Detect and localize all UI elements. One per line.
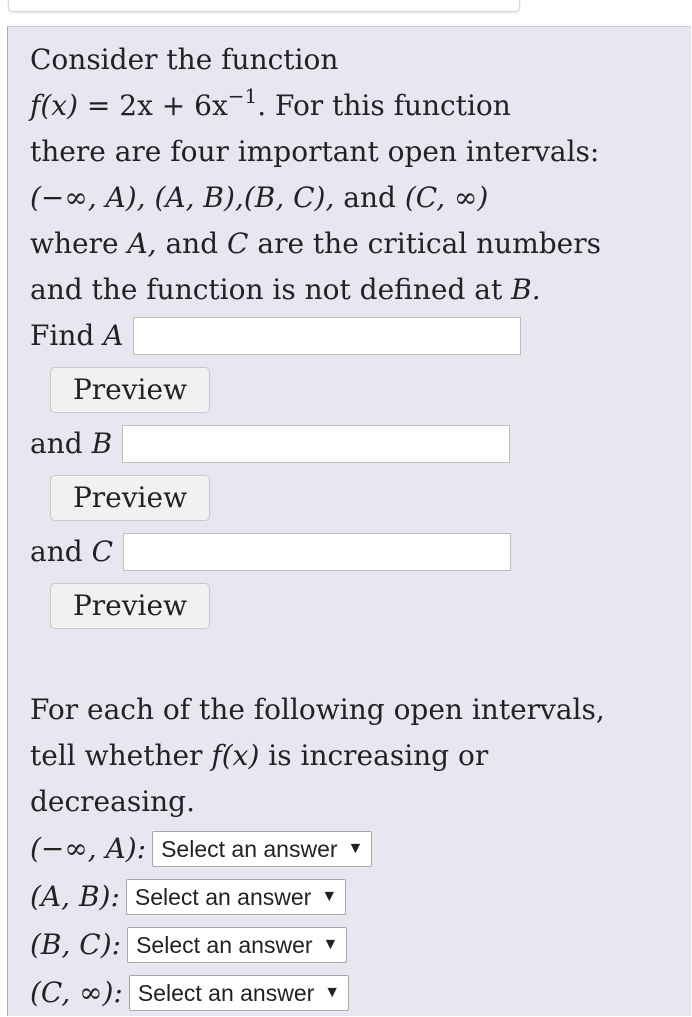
and-B-label: and: [30, 427, 83, 460]
problem-line-5: [30, 221, 670, 267]
interval-4-select-value: Select an answer: [137, 980, 315, 1006]
dropdown-arrow-icon: ▼: [322, 936, 339, 953]
interval-row-1: [30, 825, 670, 873]
problem-intervals-text: there are four important open intervals:: [30, 135, 600, 168]
interval-row-2: [30, 873, 670, 921]
dropdown-arrow-icon: ▼: [321, 888, 338, 905]
var-B-math: B.: [511, 273, 541, 306]
problem-line-2-tail: . For this function: [257, 89, 511, 122]
answer-B-input[interactable]: [122, 425, 510, 463]
interval-3-select[interactable]: [127, 927, 347, 963]
interval-4-select[interactable]: [129, 975, 349, 1011]
answer-B-var: B: [91, 427, 113, 460]
preview-B-button[interactable]: Preview: [50, 475, 210, 521]
problem-line-3: [30, 129, 670, 175]
interval-4-math: (C, ∞): [404, 181, 489, 214]
decreasing-text: decreasing.: [30, 785, 196, 818]
interval-row-3: [30, 921, 670, 969]
function-exponent: −1: [227, 83, 258, 108]
interval-2-select[interactable]: [126, 879, 346, 915]
problem-line-1: [30, 37, 670, 83]
problem-line-4: [30, 175, 670, 221]
interval-row-2-label: (A, B):: [30, 880, 120, 913]
find-label: Find: [30, 319, 95, 352]
interval-row-1-label: (−∞, A):: [30, 832, 147, 865]
interval-1-math: (−∞, A),: [30, 181, 146, 214]
var-C-math: C: [227, 227, 249, 260]
answer-A-input[interactable]: [133, 317, 521, 355]
question-content: [30, 37, 670, 1017]
fx-math: f(x): [211, 739, 260, 772]
interval-and-text: and: [343, 181, 396, 214]
and-C-label: and: [30, 535, 83, 568]
where-text: where: [30, 227, 119, 260]
interval-1-select[interactable]: [152, 831, 372, 867]
section-spacer: [30, 637, 670, 687]
answer-row-A: [30, 313, 670, 359]
not-defined-text: and the function is not defined at: [30, 273, 503, 306]
interval-1-select-value: Select an answer: [161, 836, 338, 862]
dropdown-arrow-icon: ▼: [347, 840, 364, 857]
answer-row-C: [30, 529, 670, 575]
dropdown-arrow-icon: ▼: [324, 984, 341, 1001]
interval-row-4: [30, 969, 670, 1017]
interval-2-select-value: Select an answer: [134, 884, 312, 910]
answer-A-var: A: [103, 319, 124, 352]
interval-2-math: (A, B),: [154, 181, 244, 214]
problem-line-2: [30, 83, 670, 129]
intervals-line-1: [30, 687, 670, 733]
problem-line-6: [30, 267, 670, 313]
interval-row-3-label: (B, C):: [30, 928, 122, 961]
answer-row-B: [30, 421, 670, 467]
increasing-or-text: is increasing or: [268, 739, 489, 772]
interval-3-select-value: Select an answer: [136, 932, 313, 958]
intervals-line-3: [30, 779, 670, 825]
preview-C-button[interactable]: Preview: [50, 583, 210, 629]
problem-intro-text: Consider the function: [30, 43, 339, 76]
preview-A-button[interactable]: Preview: [50, 367, 210, 413]
question-panel: [7, 26, 691, 1016]
interval-row-4-label: (C, ∞):: [30, 976, 123, 1009]
tell-whether-text: tell whether: [30, 739, 203, 772]
intervals-question-text: For each of the following open intervals,: [30, 693, 605, 726]
intervals-line-2: [30, 733, 670, 779]
top-toolbar-edge: [8, 0, 520, 12]
and-text: and: [165, 227, 219, 260]
var-A-math: A,: [127, 227, 157, 260]
answer-C-input[interactable]: [123, 533, 511, 571]
critical-numbers-text: are the critical numbers: [257, 227, 602, 260]
interval-3-math: (B, C),: [243, 181, 335, 214]
answer-C-var: C: [91, 535, 113, 568]
function-rhs: = 2x + 6x: [86, 89, 228, 122]
function-lhs: f(x): [30, 89, 79, 122]
